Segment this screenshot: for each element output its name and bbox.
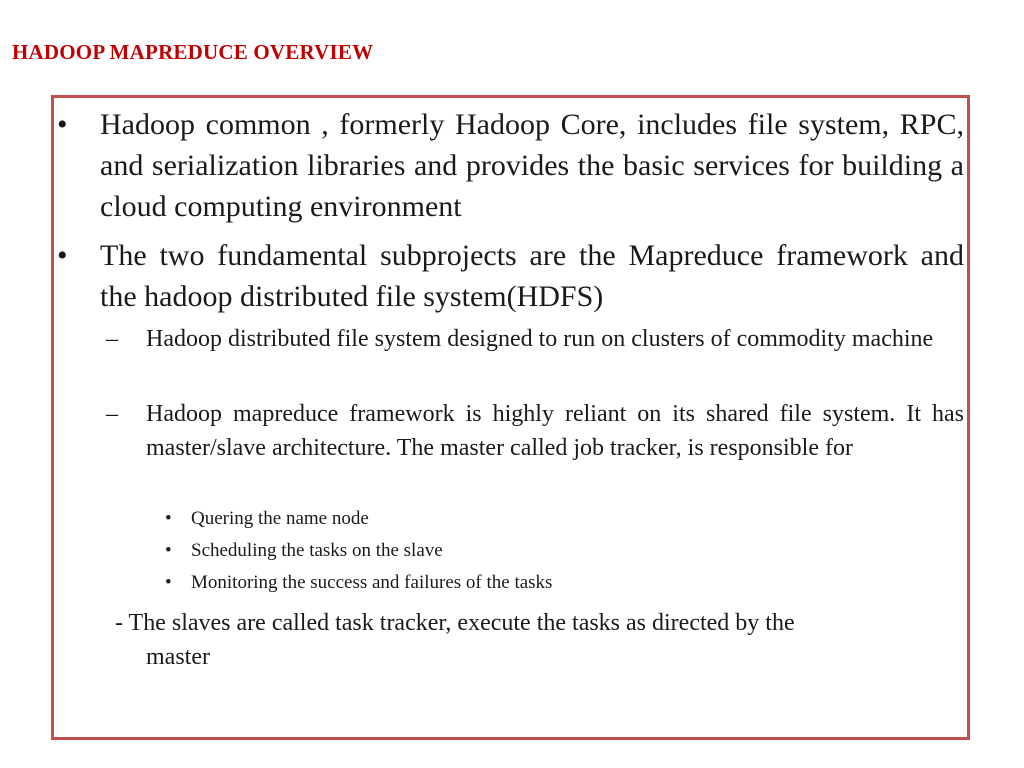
bullet-text: The two fundamental subprojects are the Mapreduce framework and the hadoop distributed file system(HDFS) bbox=[100, 239, 964, 313]
sub-sub-bullet-text: Monitoring the success and failures of the tasks bbox=[191, 572, 553, 593]
sub-bullet-text: Hadoop mapreduce framework is highly reliant on its shared file system. It has master/slave architecture. The master called job tracker, is responsible for bbox=[146, 401, 964, 461]
bullet-marker: • bbox=[165, 508, 172, 529]
bullet-marker: • bbox=[57, 239, 68, 272]
dash-marker: – bbox=[106, 326, 118, 352]
note-paragraph bbox=[115, 606, 964, 674]
note-second-line: master bbox=[146, 644, 210, 670]
sub-sub-bullet-item bbox=[165, 507, 931, 531]
note-first-line: - The slaves are called task tracker, execute the tasks as directed by the bbox=[115, 610, 795, 636]
sub-sub-bullet-text: Scheduling the tasks on the slave bbox=[191, 540, 443, 561]
sub-sub-bullet-item bbox=[165, 539, 931, 563]
bullet-marker: • bbox=[57, 108, 68, 141]
bullet-item bbox=[57, 235, 964, 317]
sub-sub-bullet-text: Quering the name node bbox=[191, 508, 369, 529]
bullet-marker: • bbox=[165, 572, 172, 593]
dash-marker: – bbox=[106, 401, 118, 427]
slide-title: HADOOP MAPREDUCE OVERVIEW bbox=[12, 40, 374, 64]
bullet-text: Hadoop common , formerly Hadoop Core, includes file system, RPC, and serialization libraries and provides the basic services for building a cloud computing environment bbox=[100, 108, 964, 223]
sub-bullet-text: Hadoop distributed file system designed to run on clusters of commodity machine bbox=[146, 326, 934, 352]
sub-bullet-item bbox=[106, 397, 964, 465]
bullet-item bbox=[57, 104, 964, 227]
content-box bbox=[51, 95, 970, 740]
sub-sub-bullet-item bbox=[165, 571, 931, 595]
bullet-marker: • bbox=[165, 540, 172, 561]
sub-bullet-item bbox=[106, 322, 964, 356]
